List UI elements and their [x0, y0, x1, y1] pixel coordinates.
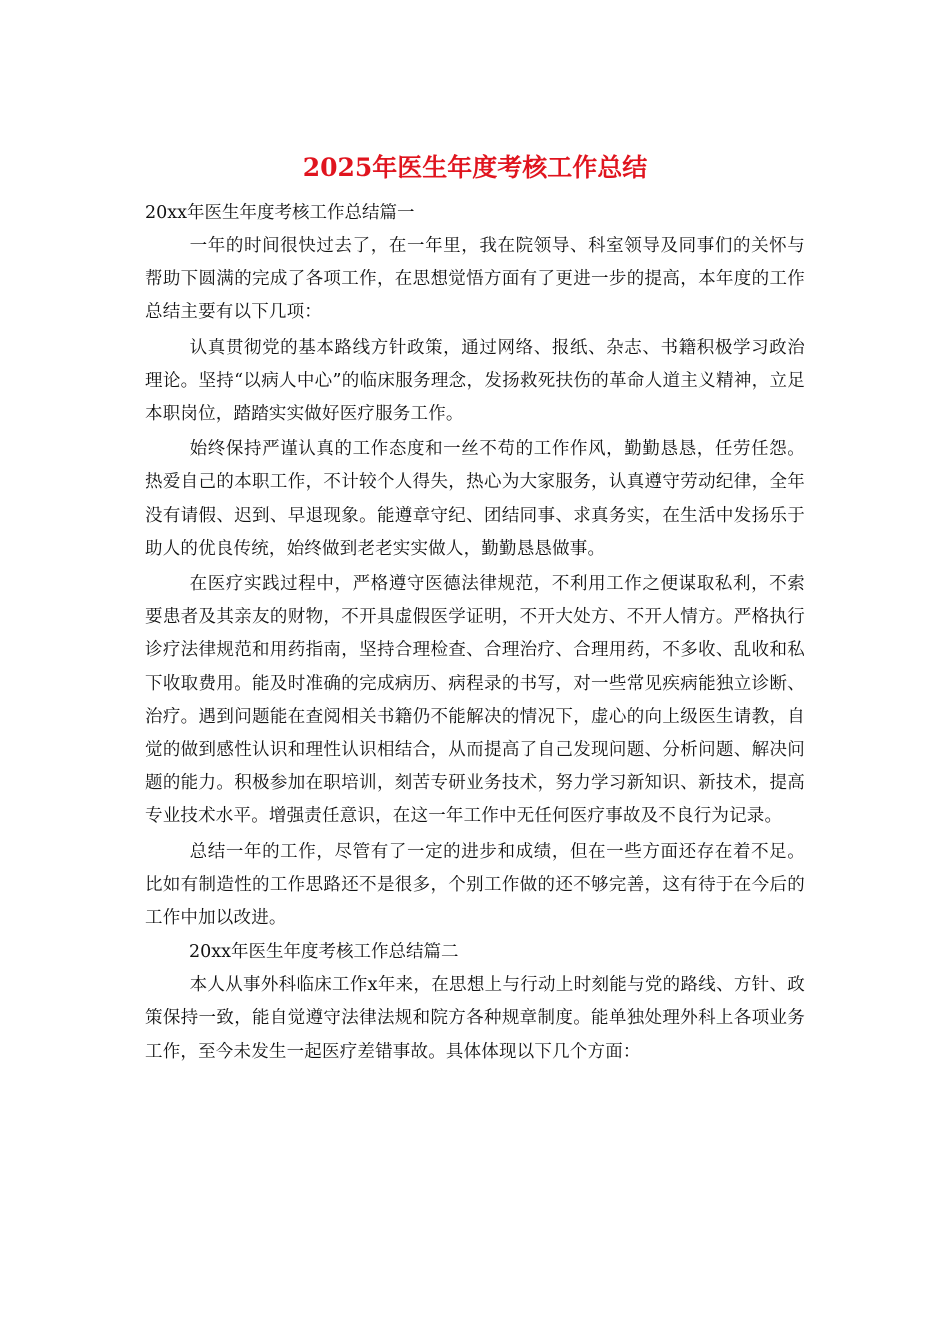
paragraph: 在医疗实践过程中，严格遵守医德法律规范，不利用工作之便谋取私利，不索要患者及其亲友的财物，不开具虚假医学证明，不开大处方、不开人情方。严格执行诊疗法律规范和用药指南，坚持合理检查、合理治疗、合理用药，不多收、乱收和私下收取费用。能及时准确的完成病历、病程录的书写，对一些常见疾病能独立诊断、治疗。遇到问题能在查阅相关书籍仍不能解决的情况下，虚心的向上级医生请教，自觉的做到感性认识和理性认识相结合，从而提高了自己发现问题、分析问题、解决问题的能力。积极参加在职培训，刻苦专研业务技术，努力学习新知识、新技术，提高专业技术水平。增强责任意识，在这一年工作中无任何医疗事故及不良行为记录。 [145, 574, 805, 827]
document-title: 2025年医生年度考核工作总结 [302, 153, 648, 182]
paragraph: 一年的时间很快过去了，在一年里，我在院领导、科室领导及同事们的关怀与帮助下圆满的完成了各项工作，在思想觉悟方面有了更进一步的提高，本年度的工作总结主要有以下几项： [145, 236, 805, 323]
section-heading-2: 20xx年医生年度考核工作总结篇二 [189, 942, 459, 963]
paragraph: 始终保持严谨认真的工作态度和一丝不苟的工作作风，勤勤恳恳，任劳任怨。热爱自己的本职工作，不计较个人得失，热心为大家服务，认真遵守劳动纪律，全年没有请假、迟到、早退现象。能遵章守纪、团结同事、求真务实，在生活中发扬乐于助人的优良传统，始终做到老老实实做人，勤勤恳恳做事。 [145, 439, 805, 559]
section-heading-1: 20xx年医生年度考核工作总结篇一 [145, 203, 415, 223]
paragraph: 本人从事外科临床工作x年来，在思想上与行动上时刻能与党的路线、方针、政策保持一致，能自觉遵守法律法规和院方各种规章制度。能单独处理外科上各项业务工作，至今未发生一起医疗差错事故。具体体现以下几个方面： [145, 975, 805, 1062]
document-body [145, 198, 805, 1071]
paragraph: 认真贯彻党的基本路线方针政策，通过网络、报纸、杂志、书籍积极学习政治理论。坚持“以病人中心”的临床服务理念，发扬救死扶伤的革命人道主义精神，立足本职岗位，踏踏实实做好医疗服务工作。 [145, 337, 805, 425]
paragraph: 总结一年的工作，尽管有了一定的进步和成绩，但在一些方面还存在着不足。比如有制造性的工作思路还不是很多，个别工作做的还不够完善，这有待于在今后的工作中加以改进。 [145, 841, 805, 929]
